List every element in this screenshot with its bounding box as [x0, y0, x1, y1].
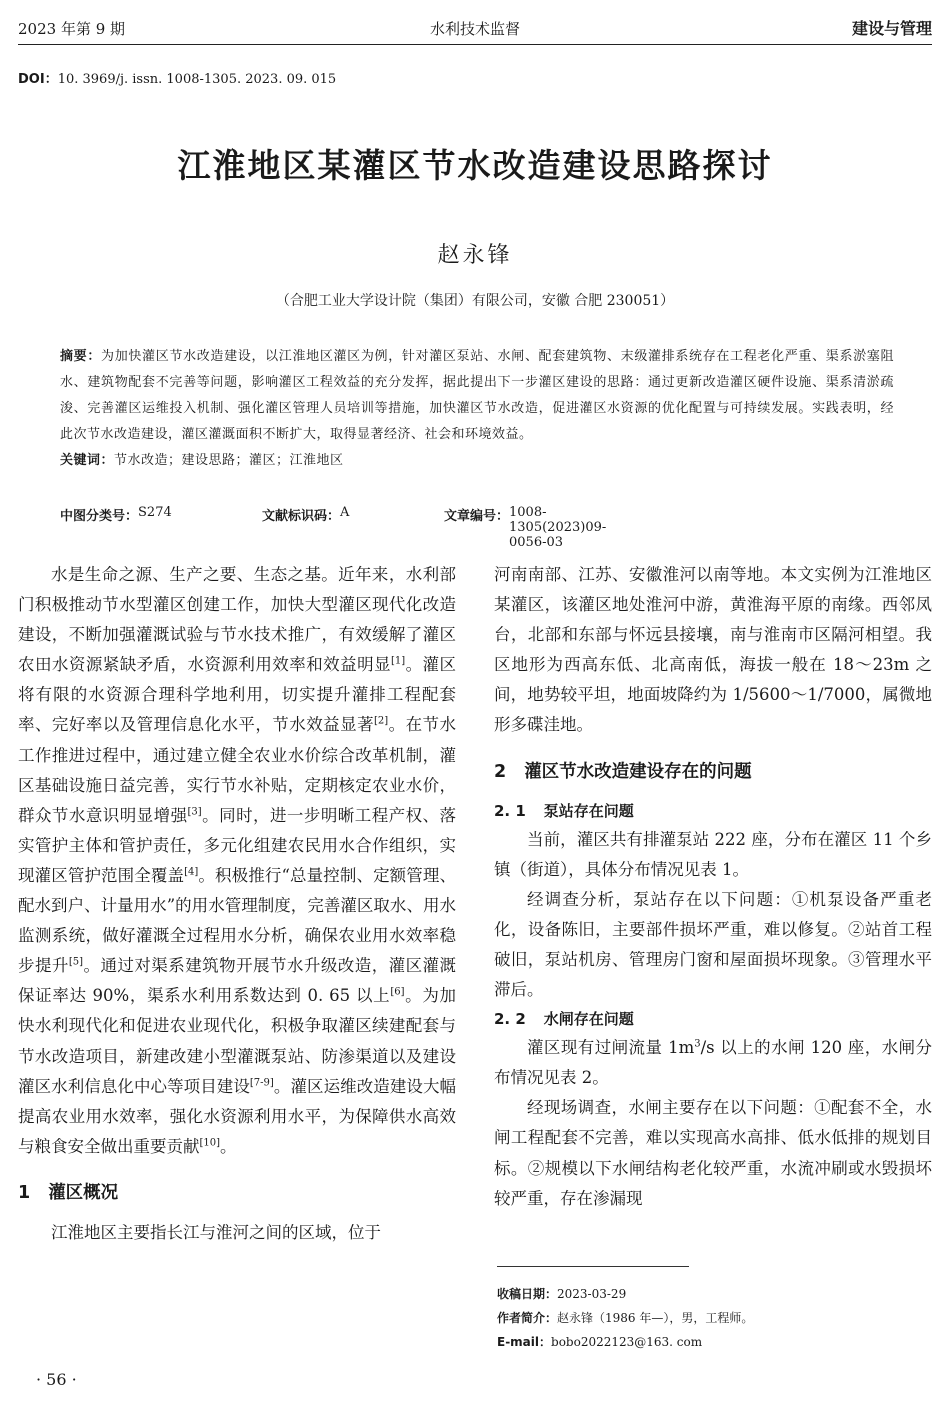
subsection-heading-2-2: 2. 2 水闸存在问题: [494, 1010, 634, 1029]
author-email: E-mail：bobo2022123@163. com: [497, 1335, 703, 1349]
keywords: [60, 448, 894, 474]
issue-label: 2023 年第 9 期: [18, 20, 126, 38]
citation-ref[interactable]: [7-9]: [249, 1077, 274, 1089]
doc-code: 文献标识码： A: [262, 505, 350, 524]
abstract: [60, 344, 894, 448]
page-number: · 56 ·: [36, 1370, 77, 1389]
section-heading-2: 2 灌区节水改造建设存在的问题: [494, 761, 752, 782]
citation-ref[interactable]: [1]: [390, 655, 406, 667]
section-1-paragraph-start: 江淮地区主要指长江与淮河之间的区域，位于: [51, 1222, 381, 1242]
email-link[interactable]: bobo2022123@163. com: [551, 1335, 703, 1349]
paragraph-2-1-b: 经调查分析，泵站存在以下问题：①机泵设备严重老化，设备陈旧，主要部件损坏严重，难以修复。②站首工程破旧，泵站机房、管理房门窗和屋面损坏现象。③管理水平滞后。: [494, 889, 932, 1000]
journal-name: 水利技术监督: [429, 20, 520, 38]
section-1-paragraph-cont: 河南南部、江苏、安徽淮河以南等地。本文实例为江淮地区某灌区，该灌区地处淮河中游，黄淮海平原的南缘。西邻凤台，北部和东部与怀远县接壤，南与淮南市区隔河相望。我区地形为西高东低、北高南低，海拔一般在 18～23m 之间，地势较平坦，地面坡降约为 1/5600～1/7000，属微地形多碟洼地。: [494, 565, 932, 735]
right-column: [494, 560, 932, 1214]
received-date: 收稿日期：2023-03-29: [497, 1287, 627, 1301]
doi-line: [18, 68, 336, 87]
abstract-text: 为加快灌区节水改造建设，以江淮地区灌区为例，针对灌区泵站、水闸、配套建筑物、末级灌排系统存在工程老化严重、渠系淤塞阻水、建筑物配套不完善等问题，影响灌区工程效益的充分发挥，据此提出下一步灌区建设的思路：通过更新改造灌区硬件设施、渠系清淤疏浚、完善灌区运维投入机制、强化灌区管理人员培训等措施，加快灌区节水改造，促进灌区水资源的优化配置与可持续发展。实践表明，经此次节水改造建设，灌区灌溉面积不断扩大，取得显著经济、社会和环境效益。: [60, 349, 894, 442]
citation-ref[interactable]: [5]: [68, 956, 84, 968]
citation-ref[interactable]: [6]: [390, 986, 405, 998]
keywords-label: 关键词：: [60, 453, 115, 468]
citation-ref[interactable]: [10]: [199, 1137, 221, 1149]
clc-code: 中图分类号： S274: [60, 505, 172, 524]
citation-ref[interactable]: [4]: [184, 866, 199, 878]
paragraph-2-2-b: 经现场调查，水闸主要存在以下问题：①配套不全，水闸工程配套不完善，难以实现高水高排、低水低排的规划目标。②规模以下水闸结构老化较严重，水流冲刷或水毁损坏较严重，存在渗漏现: [494, 1098, 932, 1208]
doi-separator: ：: [44, 72, 58, 87]
subsection-heading-2-1: 2. 1 泵站存在问题: [494, 801, 634, 820]
paragraph-2-1-a: 当前，灌区共有排灌泵站 222 座，分布在灌区 11 个乡镇（街道），具体分布情况见表 1。: [494, 829, 932, 879]
author-bio: 作者简介：赵永锋（1986 年—），男，工程师。: [497, 1311, 754, 1325]
footnotes: [497, 1282, 753, 1354]
citation-ref[interactable]: [2]: [374, 715, 389, 727]
abstract-block: [60, 344, 894, 474]
affiliation: （合肥工业大学设计院（集团）有限公司，安徽 合肥 230051）: [275, 293, 675, 309]
section-heading-1: 1 灌区概况: [18, 1182, 119, 1203]
citation-ref[interactable]: [3]: [187, 806, 202, 818]
doi-value[interactable]: 10. 3969/j. issn. 1008-1305. 2023. 09. 015: [57, 72, 337, 87]
footnote-divider: [497, 1266, 689, 1267]
paragraph-2-2-a: 灌区现有过闸流量 $1m^3/s$ 以上的水闸 120 座，水闸分布情况见表 2。: [494, 1038, 932, 1088]
keywords-text: 节水改造；建设思路；灌区；江淮地区: [114, 453, 344, 468]
intro-paragraph: 水是生命之源、生产之要、生态之基。近年来，水利部门积极推动节水型灌区创建工作，加快大型灌区现代化改造建设，不断加强灌溉试验与节水技术推广，有效缓解了灌区农田水资源紧缺矛盾，水资源利用效率和效益明显[1]。灌区将有限的水资源合理科学地利用，切实提升灌排工程配套率、完好率以及管理信息化水平，节水效益显著[2]。在节水工作推进过程中，通过建立健全农业水价综合改革机制，灌区基础设施日益完善，实行节水补贴，定期核定农业水价，群众节水意识明显增强[3]。同时，进一步明晰工程产权、落实管护主体和管护责任，多元化组建农民用水合作组织，实现灌区管护范围全覆盖[4]。积极推行“总量控制、定额管理、配水到户、计量用水”的用水管理制度，完善灌区取水、用水监测系统，做好灌溉全过程用水分析，确保农业用水效率稳步提升[5]。通过对渠系建筑物开展节水升级改造，灌区灌溉保证率达 90%，渠系水利用系数达到 0. 65 以上[6]。为加快水利现代化和促进农业现代化，积极争取灌区续建配套与节水改造项目，新建改建小型灌溉泵站、防渗渠道以及建设灌区水利信息化中心等项目建设[7-9]。灌区运维改造建设大幅提高农业用水效率，强化水资源利用水平，为保障供水高效与粮食安全做出重要贡献[10]。: [18, 565, 457, 1156]
author-name: 赵永锋: [437, 243, 513, 268]
doi-label: DOI: [18, 72, 45, 87]
section-name: 建设与管理: [851, 19, 932, 38]
article-number: 文章编号： 1008-1305(2023)09-0056-03: [444, 505, 607, 550]
classification-row: [60, 505, 894, 550]
left-column: [18, 560, 456, 1248]
abstract-label: 摘要：: [60, 349, 102, 364]
article-title: 江淮地区某灌区节水改造建设思路探讨: [177, 146, 773, 185]
running-header: [18, 14, 932, 45]
